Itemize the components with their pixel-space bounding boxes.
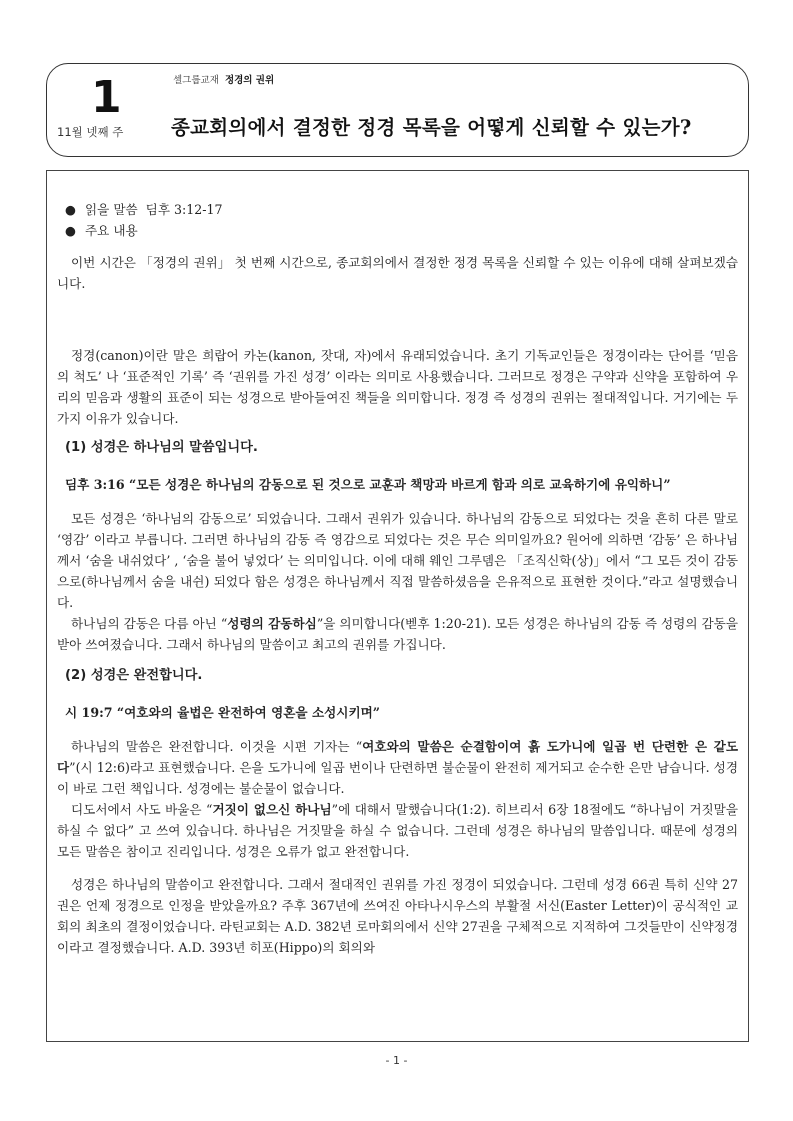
- page-number: - 1 -: [385, 1054, 408, 1067]
- section2-paragraph-1: 하나님의 말씀은 완전합니다. 이것을 시편 기자는 “여호와의 말씀은 순결함이여 흙 도가니에 일곱 번 단련한 은 같도다”(시 12:6)라고 표현했습니다. 은을 도가니에 일곱 번이나 단련하면 불순물이 완전히 제거되고 순수한 은만 남습니다. 성경이 바로 그런 책입니다. 성경에는 불순물이 없습니다.: [57, 739, 738, 796]
- bullet-reading: [57, 199, 738, 220]
- bullet-dot-icon: ●: [65, 223, 76, 238]
- series-name: 정경의 권위: [224, 75, 275, 86]
- lesson-content: [46, 170, 749, 1042]
- section1-heading: (1) 성경은 하나님의 말씀입니다.: [65, 440, 258, 455]
- emphasis-text: 거짓이 없으신 하나님: [212, 802, 332, 817]
- bullet-label: 읽을 말씀: [85, 202, 138, 217]
- section1-verse: 딤후 3:16 “모든 성경은 하나님의 감동으로 된 것으로 교훈과 책망과 바르게 함과 의로 교육하기에 유익하니”: [65, 477, 671, 492]
- emphasis-text: 성령의 감동하심: [227, 616, 317, 631]
- section2-verse: 시 19:7 “여호와의 율법은 완전하여 영혼을 소성시키며”: [65, 705, 381, 720]
- bullet-dot-icon: ●: [65, 202, 76, 217]
- lesson-title: 종교회의에서 결정한 정경 목록을 어떻게 신뢰할 수 있는가?: [171, 116, 692, 139]
- emphasis-text: 여호와의 말씀은 순결함이여 흙 도가니에 일곱 번 단련한 은 같도다: [57, 739, 738, 775]
- series-prefix: 셀그룹교재: [173, 75, 219, 86]
- intro-paragraph: 이번 시간은 「정경의 권위」 첫 번째 시간으로, 종교회의에서 결정한 정경 목록을 신뢰할 수 있는 이유에 대해 살펴보겠습니다.: [57, 255, 738, 291]
- lesson-week: 11월 넷째 주: [57, 125, 124, 139]
- bullet-label: 주요 내용: [85, 223, 138, 238]
- section1-paragraph-2: 하나님의 감동은 다름 아닌 “성령의 감동하심”을 의미합니다(벧후 1:20-21). 모든 성경은 하나님의 감동 즉 성령의 감동을 받아 쓰여졌습니다. 그래서 하나님의 말씀이고 최고의 권위를 가집니다.: [57, 616, 738, 652]
- lesson-header: [46, 63, 749, 157]
- bullet-summary: [57, 220, 738, 241]
- closing-paragraph: 성경은 하나님의 말씀이고 완전합니다. 그래서 절대적인 권위를 가진 정경이 되었습니다. 그런데 성경 66권 특히 신약 27권은 언제 정경으로 인정을 받았을까요? 주후 367년에 쓰여진 아타나시우스의 부활절 서신(Easter Letter)이 공식적인 교회의 최초의 결정이었습니다. 라틴교회는 A.D. 382년 로마회의에서 신약 27권을 구체적으로 지적하여 그것들만이 신약정경이라고 결정했습니다. A.D. 393년 히포(Hippo)의 회의와: [57, 877, 738, 955]
- bullet-ref: 딤후 3:12-17: [145, 202, 223, 217]
- section1-paragraph-1: 모든 성경은 ‘하나님의 감동으로’ 되었습니다. 그래서 권위가 있습니다. 하나님의 감동으로 되었다는 것을 흔히 다른 말로 ‘영감’ 이라고 부릅니다. 그러면 하나님의 감동 즉 영감으로 되었다는 것은 무슨 의미일까요? 원어에 의하면 ‘감동’ 은 하나님께서 ‘숨을 내쉬었다’ , ‘숨을 불어 넣었다’ 는 의미입니다. 이에 대해 웨인 그루뎀은 「조직신학(상)」에서 “그 모든 것이 감동으로(하나님께서 숨을 내쉰) 되었다 함은 성경은 하나님께서 직접 말씀하셨음을 은유적으로 표현한 것이다.”라고 설명했습니다.: [57, 511, 738, 610]
- section2-heading: (2) 성경은 완전합니다.: [65, 668, 203, 683]
- canon-paragraph: 정경(canon)이란 말은 희랍어 카논(kanon, 잣대, 자)에서 유래되었습니다. 초기 기독교인들은 정경이라는 단어를 ‘믿음의 척도’ 나 ‘표준적인 기록’ 즉 ‘권위를 가진 성경’ 이라는 의미로 사용했습니다. 그러므로 정경은 구약과 신약을 포함하여 우리의 믿음과 생활의 표준이 되는 성경으로 받아들여진 책들을 의미합니다. 정경 즉 성경의 권위는 절대적입니다. 거기에는 두 가지 이유가 있습니다.: [57, 348, 738, 426]
- lesson-number: 1: [91, 72, 122, 123]
- section2-paragraph-2: 디도서에서 사도 바울은 “거짓이 없으신 하나님”에 대해서 말했습니다(1:2). 히브리서 6장 18절에도 “하나님이 거짓말을 하실 수 없다” 고 쓰여 있습니다. 하나님은 거짓말을 하실 수 없습니다. 그런데 성경은 하나님의 말씀입니다. 때문에 성경의 모든 말씀은 참이고 진리입니다. 성경은 오류가 없고 완전합니다.: [57, 802, 738, 859]
- series-label: [173, 72, 274, 86]
